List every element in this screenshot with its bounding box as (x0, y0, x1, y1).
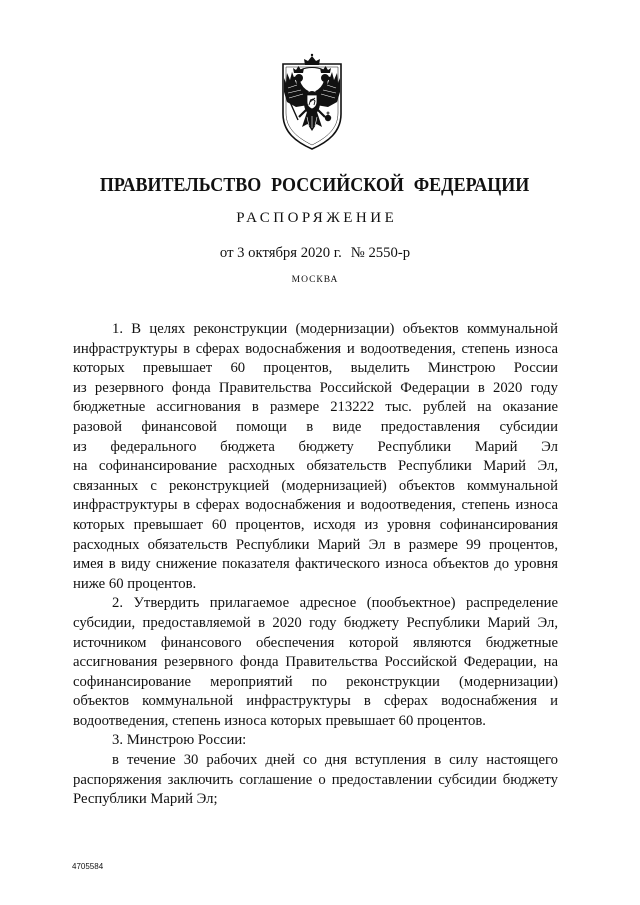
line-text: которых превышает 60 процентов, исходя из уровня софинансирования (73, 516, 558, 533)
line-text: на софинансирование расходных обязательств Республики Марий Эл, (73, 458, 558, 475)
paragraph-1-line (73, 398, 558, 418)
line-text: водоотведения, степень износа которых превышает 60 процентов. (73, 712, 486, 729)
paragraph-1-line (73, 320, 558, 340)
paragraph-1-line (73, 457, 558, 477)
line-text: источником финансового обеспечения которой являются бюджетные (73, 634, 558, 651)
paragraph-2-line (73, 594, 558, 614)
paragraph-1-line (73, 438, 558, 458)
paragraph-1-line (73, 555, 558, 575)
document-code: 4705584 (72, 862, 104, 871)
st-george-shield (307, 95, 317, 109)
line-text: субсидии, предоставляемой в 2020 году бюджету Республики Марий Эл, (73, 614, 558, 631)
line-text: ассигнования резервного фонда Правительства Российской Федерации, на (73, 654, 558, 671)
line-text: расходных обязательств Республики Марий Эл в размере 99 процентов, (73, 536, 558, 553)
line-text: 3. Минстрою России: (112, 732, 247, 749)
paragraph-1-line (73, 340, 558, 360)
document-body (73, 320, 558, 810)
document-type (0, 208, 630, 228)
line-text: Республики Марий Эл; (73, 791, 218, 808)
line-text: имея в виду снижение показателя фактического износа объектов до уровня (73, 556, 558, 573)
line-text: инфраструктуры в сферах водоснабжения и водоотведения, степень износа (73, 340, 558, 357)
paragraph-1-line (73, 536, 558, 556)
paragraph-3-item-line (73, 751, 558, 771)
city-text: МОСКВА (291, 275, 339, 285)
date-number-line (0, 243, 630, 263)
coat-of-arms-icon (277, 52, 347, 152)
document-date: от 3 октября 2020 г. (219, 245, 342, 261)
paragraph-2-line (73, 614, 558, 634)
paragraph-1-line (73, 359, 558, 379)
paragraph-3-line (73, 731, 558, 751)
line-text: бюджетные ассигнования в размере 213222 тыс. рублей на оказание (73, 399, 558, 416)
line-text: связанных с реконструкцией (модернизацией) объектов коммунальной (73, 477, 558, 494)
line-text: в течение 30 рабочих дней со дня вступления в силу настоящего (112, 752, 558, 769)
line-text: ниже 60 процентов. (73, 575, 197, 592)
paragraph-2-line (73, 634, 558, 654)
paragraph-1-line (73, 575, 558, 595)
organization-title (0, 173, 630, 197)
document-number: № 2550-р (350, 245, 411, 261)
line-text: инфраструктуры в сферах водоснабжения и водоотведения, степень износа (73, 497, 558, 514)
paragraph-2-line (73, 673, 558, 693)
line-text: софинансирование мероприятий по реконструкции (модернизации) (73, 673, 558, 690)
line-text: 1. В целях реконструкции (модернизации) объектов коммунальной (112, 321, 558, 337)
line-text: из федерального бюджета бюджету Республики Марий Эл (73, 438, 558, 455)
document-type-text: РАСПОРЯЖЕНИЕ (236, 210, 398, 226)
line-text: из резервного фонда Правительства Российской Федерации в 2020 году (73, 379, 558, 396)
paragraph-1-line (73, 496, 558, 516)
paragraph-3-item-line (73, 771, 558, 791)
paragraph-1-line (73, 516, 558, 536)
line-text: объектов коммунальной инфраструктуры в сферах водоснабжения и (73, 693, 558, 710)
paragraph-2-line (73, 712, 558, 732)
line-text: разовой финансовой помощи в виде предоставления субсидии (73, 418, 558, 435)
city (0, 273, 630, 287)
paragraph-2-line (73, 653, 558, 673)
line-text: которых превышает 60 процентов, выделить Минстрою России (73, 360, 558, 377)
line-text: распоряжения заключить соглашение о предоставлении субсидии бюджету (73, 771, 558, 788)
line-text: 2. Утвердить прилагаемое адресное (пообъектное) распределение (112, 595, 558, 612)
organization-title-text: ПРАВИТЕЛЬСТВО РОССИЙСКОЙ ФЕДЕРАЦИИ (100, 174, 530, 196)
paragraph-3-item-line (73, 790, 558, 810)
paragraph-1-line (73, 379, 558, 399)
paragraph-1-line (73, 477, 558, 497)
paragraph-2-line (73, 692, 558, 712)
paragraph-1-line (73, 418, 558, 438)
